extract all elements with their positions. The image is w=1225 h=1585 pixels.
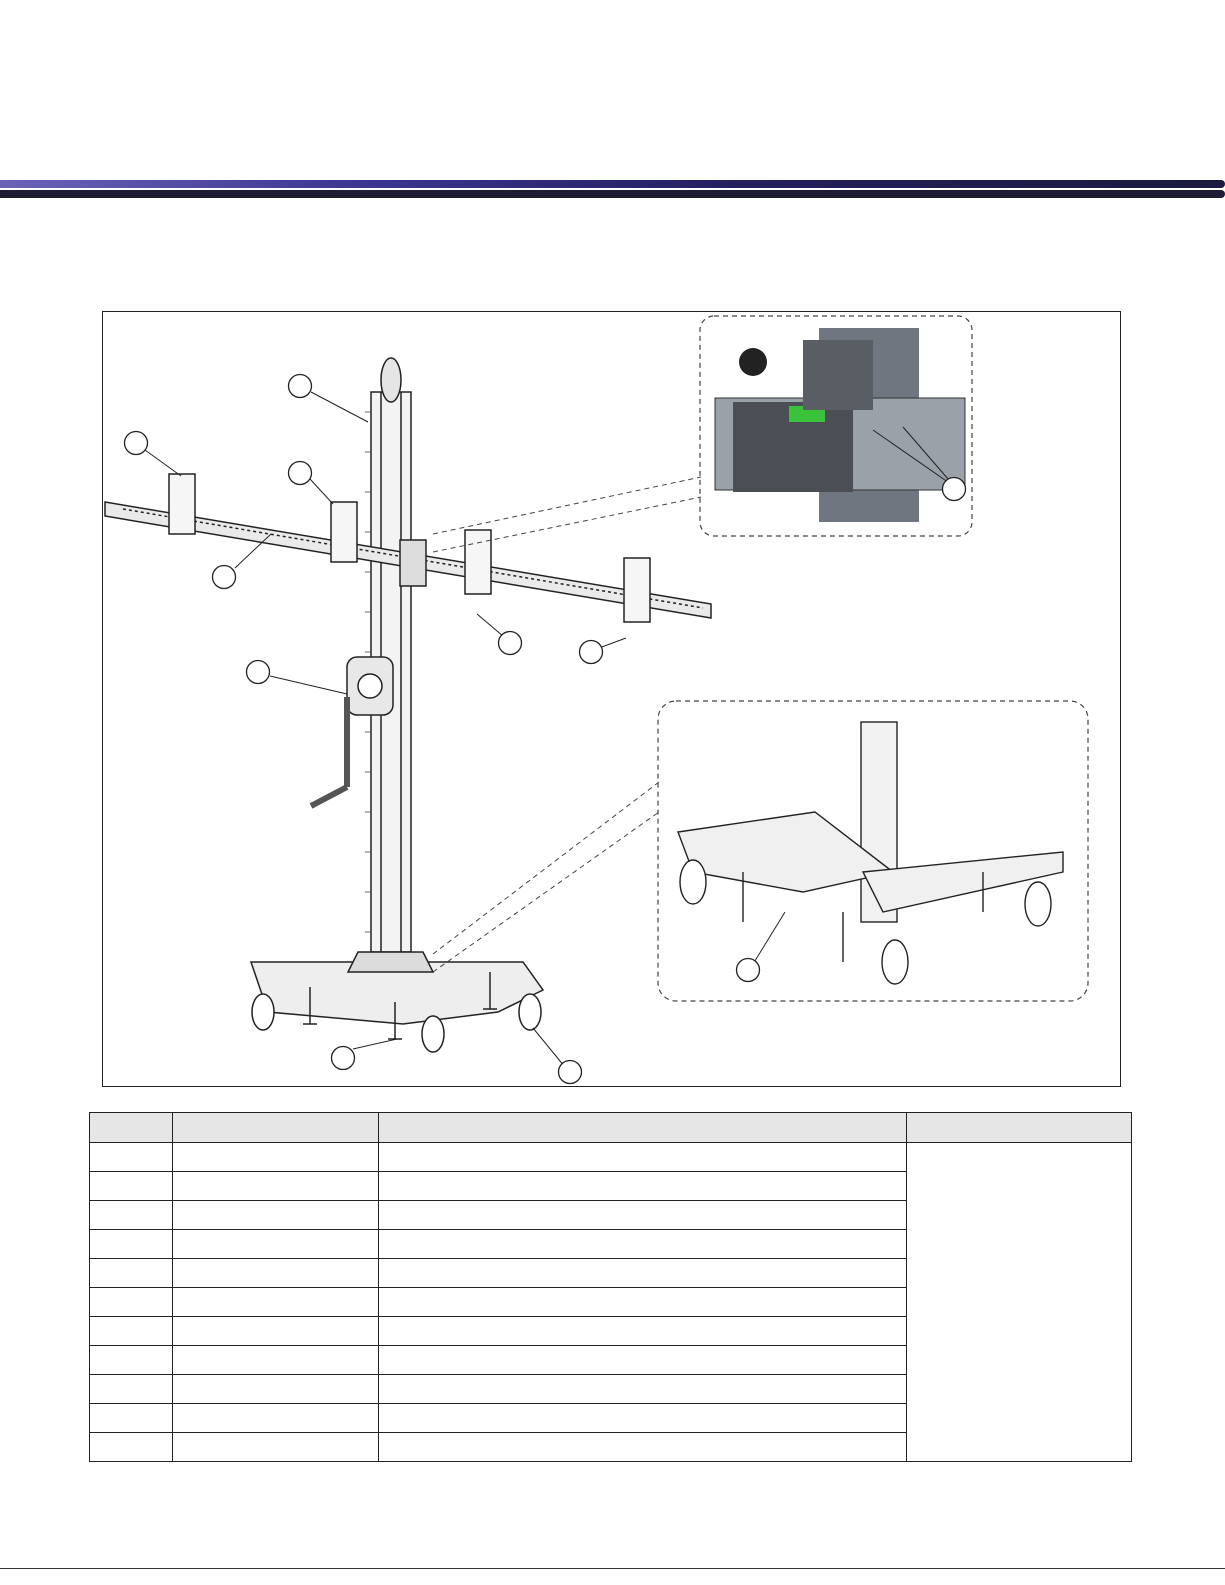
cell-desc xyxy=(379,1288,907,1317)
header-stripe-top xyxy=(0,180,1225,188)
target-holder-2 xyxy=(331,502,357,562)
cell-no xyxy=(90,1404,173,1433)
cell-part xyxy=(173,1143,379,1172)
cell-no xyxy=(90,1288,173,1317)
cell-part xyxy=(173,1288,379,1317)
callout-leveling-foot xyxy=(332,1047,355,1070)
cell-desc xyxy=(379,1259,907,1288)
callout-crossbar xyxy=(213,566,236,589)
cell-no xyxy=(90,1433,173,1462)
header-stripe-bottom xyxy=(0,190,1225,198)
cell-desc xyxy=(379,1317,907,1346)
target-holder-4 xyxy=(624,558,650,622)
cell-part xyxy=(173,1433,379,1462)
callout-level-detail xyxy=(943,478,966,501)
stand-drawing xyxy=(105,358,711,1052)
cell-part xyxy=(173,1230,379,1259)
callout-caster xyxy=(559,1061,582,1084)
top-pulley xyxy=(381,358,401,402)
cell-part xyxy=(173,1375,379,1404)
table-row xyxy=(90,1143,1132,1172)
footer-rule xyxy=(0,1568,1225,1569)
cell-no xyxy=(90,1346,173,1375)
callout-right-holder xyxy=(580,641,603,664)
cell-part xyxy=(173,1404,379,1433)
target-holder-1 xyxy=(169,474,195,534)
exploded-view-figure xyxy=(102,311,1121,1087)
callout-left-target-holder xyxy=(125,432,148,455)
cell-no xyxy=(90,1230,173,1259)
stand-illustration xyxy=(103,312,1122,1088)
cell-desc xyxy=(379,1201,907,1230)
cell-desc xyxy=(379,1346,907,1375)
cell-desc xyxy=(379,1230,907,1259)
callout-crank-handle xyxy=(247,661,270,684)
callout-base-detail xyxy=(737,959,760,982)
cell-no xyxy=(90,1317,173,1346)
callout-mid-holder xyxy=(499,632,522,655)
parts-table xyxy=(89,1112,1132,1462)
callout-center-target-holder xyxy=(289,462,312,485)
cell-part xyxy=(173,1201,379,1230)
cell-desc xyxy=(379,1375,907,1404)
target-holder-3 xyxy=(465,530,491,594)
level-detail-drawing xyxy=(715,328,965,522)
cell-note xyxy=(907,1143,1132,1462)
cell-no xyxy=(90,1259,173,1288)
header-col-4 xyxy=(907,1113,1132,1143)
header-band xyxy=(0,180,1225,202)
cell-no xyxy=(90,1143,173,1172)
header-col-1 xyxy=(90,1113,173,1143)
header-col-2 xyxy=(173,1113,379,1143)
cell-part xyxy=(173,1172,379,1201)
header-col-3 xyxy=(379,1113,907,1143)
cell-desc xyxy=(379,1172,907,1201)
cell-no xyxy=(90,1375,173,1404)
cell-part xyxy=(173,1317,379,1346)
crank-handle xyxy=(311,787,347,806)
callout-top-column xyxy=(289,375,312,398)
base-detail-drawing xyxy=(678,722,1063,984)
cell-no xyxy=(90,1172,173,1201)
cell-desc xyxy=(379,1433,907,1462)
cell-part xyxy=(173,1346,379,1375)
parts-table-header xyxy=(90,1113,1132,1143)
cell-desc xyxy=(379,1143,907,1172)
cell-part xyxy=(173,1259,379,1288)
cell-desc xyxy=(379,1404,907,1433)
cell-no xyxy=(90,1201,173,1230)
column-carriage xyxy=(400,540,426,586)
